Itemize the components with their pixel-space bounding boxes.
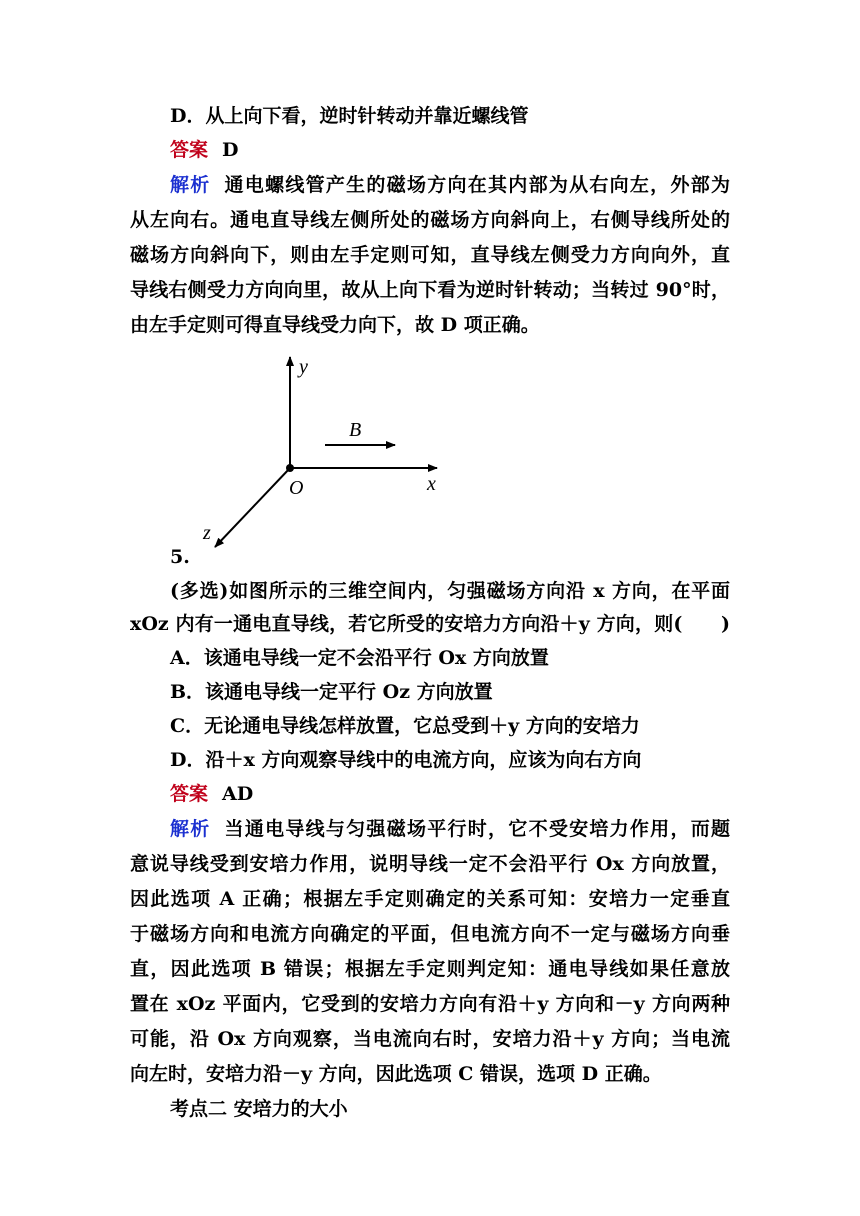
q5-explain-line-3: 因此选项 A 正确；根据左手定则确定的关系可知：安培力一定垂直 (130, 888, 730, 910)
q5-explain-line-1 (170, 812, 730, 846)
x-label: x (427, 473, 436, 495)
q5-explain-line-7: 可能，沿 Ox 方向观察，当电流向右时，安培力沿＋y 方向；当电流 (130, 1028, 730, 1050)
explain-text: 当通电导线与匀强磁场平行时，它不受安培力作用，而题 (224, 818, 730, 840)
explain-label: 解析 (170, 818, 211, 840)
z-axis (215, 468, 290, 547)
q5-explain-line-5: 直，因此选项 B 错误；根据左手定则判定知：通电导线如果任意放 (130, 958, 730, 980)
q5-explain-line-6: 置在 xOz 平面内，它受到的安培力方向有沿＋y 方向和－y 方向两种 (130, 993, 730, 1015)
field-label: B (349, 419, 362, 441)
option-b: B．该通电导线一定平行 Oz 方向放置 (170, 681, 493, 703)
option-a: A．该通电导线一定不会沿平行 Ox 方向放置 (170, 647, 549, 669)
z-label: z (203, 522, 211, 544)
prev-explain-line-5: 由左手定则可得直导线受力向下，故 D 项正确。 (130, 314, 540, 336)
question-number: 5. (170, 546, 190, 568)
origin-dot (286, 464, 294, 472)
option-d: D．沿＋x 方向观察导线中的电流方向，应该为向右方向 (170, 749, 642, 771)
question-stem-1: (多选)如图所示的三维空间内，匀强磁场方向沿 x 方向，在平面 (170, 580, 730, 602)
explain-label: 解析 (170, 174, 211, 196)
explain-text: 通电螺线管产生的磁场方向在其内部为从右向左，外部为 (224, 174, 730, 196)
q5-answer-line (170, 777, 730, 811)
prev-explain-line-3: 磁场方向斜向下，则由左手定则可知，直导线左侧受力方向向外，直 (130, 244, 730, 266)
axes-figure (185, 335, 455, 565)
q5-explain-line-2: 意说导线受到安培力作用，说明导线一定不会沿平行 Ox 方向放置， (130, 853, 730, 875)
question-stem-2: xOz 内有一通电直导线，若它所受的安培力方向沿＋y 方向，则( ) (130, 613, 730, 635)
y-label: y (299, 356, 308, 378)
answer-label: 答案 (170, 139, 209, 161)
answer-value: D (222, 139, 239, 161)
section-heading: 考点二 安培力的大小 (170, 1098, 348, 1120)
prev-answer-line (170, 133, 730, 167)
origin-label: O (289, 477, 304, 499)
q5-explain-line-8: 向左时，安培力沿－y 方向，因此选项 C 错误，选项 D 正确。 (130, 1063, 662, 1085)
prev-explain-line-1 (170, 168, 730, 202)
q5-explain-line-4: 于磁场方向和电流方向确定的平面，但电流方向不一定与磁场方向垂 (130, 923, 730, 945)
answer-label: 答案 (170, 783, 209, 805)
prev-option-d: D．从上向下看，逆时针转动并靠近螺线管 (170, 105, 529, 127)
prev-explain-line-2: 从左向右。通电直导线左侧所处的磁场方向斜向上，右侧导线所处的 (130, 209, 730, 231)
prev-explain-line-4: 导线右侧受力方向向里，故从上向下看为逆时针转动；当转过 90°时， (130, 279, 730, 301)
answer-value: AD (222, 783, 254, 805)
option-c: C．无论通电导线怎样放置，它总受到＋y 方向的安培力 (170, 715, 640, 737)
